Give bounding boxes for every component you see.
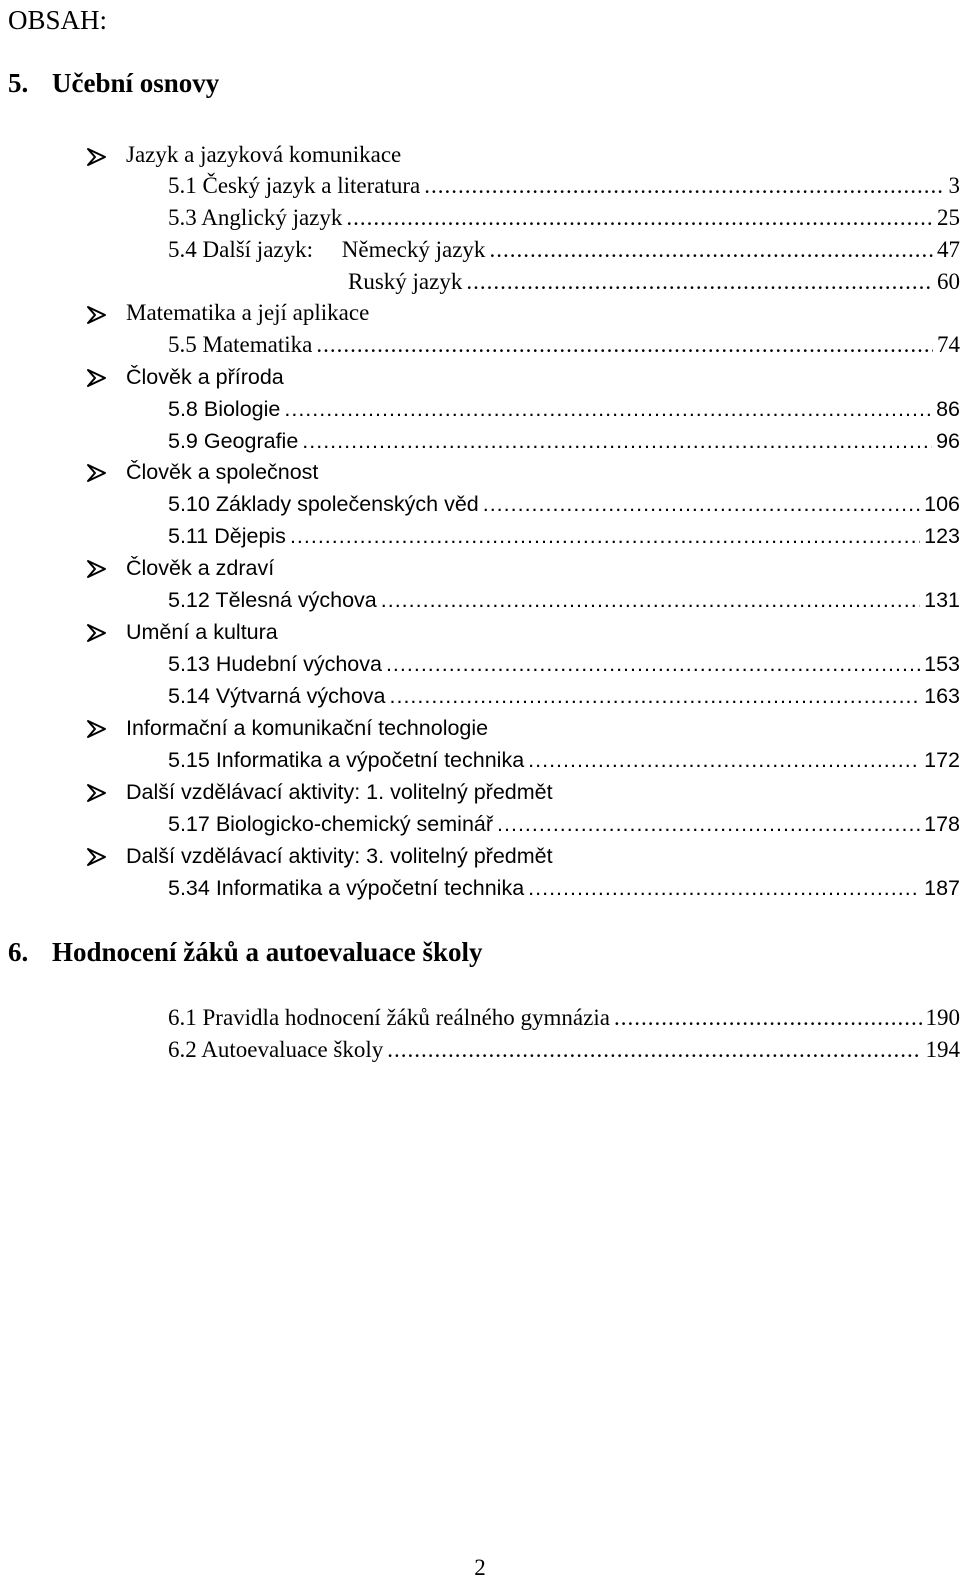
category-label: Umění a kultura xyxy=(126,620,278,644)
toc-entry-page: 172 xyxy=(924,748,960,772)
toc-entry[interactable] xyxy=(168,649,960,679)
category-math xyxy=(86,298,369,328)
category-label: Člověk a zdraví xyxy=(126,556,275,580)
toc-entry-label: 5.13 Hudební výchova xyxy=(168,652,382,676)
page-title: OBSAH: xyxy=(8,5,108,35)
toc-entry-page: 47 xyxy=(937,237,960,262)
toc-entry[interactable] xyxy=(348,267,960,297)
category-label: Matematika a její aplikace xyxy=(126,300,370,325)
arrowhead-bullet-icon xyxy=(86,623,126,643)
section-title: Hodnocení žáků a autoevaluace školy xyxy=(52,937,483,967)
arrowhead-bullet-icon xyxy=(86,368,126,388)
toc-entry-label: 5.5 Matematika xyxy=(168,332,313,357)
toc-entry-page: 106 xyxy=(924,492,960,516)
arrowhead-bullet-icon xyxy=(86,463,126,483)
section-number: 6. xyxy=(8,937,29,967)
dot-leader xyxy=(390,681,921,711)
toc-entry-label: 5.11 Dějepis xyxy=(168,524,286,548)
category-society xyxy=(86,457,318,487)
category-label: Člověk a společnost xyxy=(126,460,319,484)
toc-entry-page: 3 xyxy=(948,173,960,198)
toc-entry[interactable] xyxy=(168,426,960,456)
toc-entry-label: 5.9 Geografie xyxy=(168,429,299,453)
toc-entry[interactable] xyxy=(168,681,960,711)
toc-entry[interactable] xyxy=(168,873,960,903)
toc-entry-label: 6.2 Autoevaluace školy xyxy=(168,1037,384,1062)
category-health xyxy=(86,553,274,583)
toc-entry[interactable] xyxy=(168,1003,960,1033)
category-language xyxy=(86,140,401,170)
toc-entry[interactable] xyxy=(168,745,960,775)
category-nature xyxy=(86,362,284,392)
arrowhead-bullet-icon xyxy=(86,305,126,325)
toc-entry-label: 6.1 Pravidla hodnocení žáků reálného gymnázia xyxy=(168,1005,610,1030)
toc-entry-label: 5.8 Biologie xyxy=(168,397,281,421)
dot-leader xyxy=(381,585,920,615)
toc-entry-page: 25 xyxy=(937,205,960,230)
toc-entry-page: 96 xyxy=(936,429,960,453)
toc-entry-label: 5.1 Český jazyk a literatura xyxy=(168,173,421,198)
toc-entry-label: 5.15 Informatika a výpočetní technika xyxy=(168,748,525,772)
toc-entry-label: 5.12 Tělesná výchova xyxy=(168,588,377,612)
dot-leader xyxy=(386,649,920,679)
toc-entry[interactable] xyxy=(168,585,960,615)
category-ict xyxy=(86,713,488,743)
toc-entry-page: 131 xyxy=(924,588,960,612)
section-number: 5. xyxy=(8,68,29,98)
toc-entry-page: 153 xyxy=(924,652,960,676)
dot-leader xyxy=(466,267,933,297)
toc-entry[interactable] xyxy=(168,521,960,551)
dot-leader xyxy=(528,873,920,903)
dot-leader xyxy=(387,1035,921,1065)
toc-entry-page: 123 xyxy=(924,524,960,548)
dot-leader xyxy=(424,171,944,201)
section-title: Učební osnovy xyxy=(52,68,220,98)
arrowhead-bullet-icon xyxy=(86,719,126,739)
toc-entry[interactable] xyxy=(168,394,960,424)
toc-entry[interactable] xyxy=(168,330,960,360)
toc-entry-page: 187 xyxy=(924,876,960,900)
dot-leader xyxy=(316,330,933,360)
arrowhead-bullet-icon xyxy=(86,147,126,167)
arrowhead-bullet-icon xyxy=(86,783,126,803)
toc-entry-page: 86 xyxy=(936,397,960,421)
dot-leader xyxy=(346,203,933,233)
category-elective-1 xyxy=(86,777,553,807)
category-elective-3 xyxy=(86,841,553,871)
toc-entry-page: 60 xyxy=(937,269,960,294)
toc-entry[interactable] xyxy=(168,235,960,265)
toc-entry-page: 74 xyxy=(937,332,960,357)
category-label: Další vzdělávací aktivity: 3. volitelný předmět xyxy=(126,844,553,868)
dot-leader xyxy=(497,809,920,839)
toc-entry-label: 5.4 Další jazyk: Německý jazyk xyxy=(168,237,486,262)
toc-entry-label: 5.14 Výtvarná výchova xyxy=(168,684,386,708)
dot-leader xyxy=(302,426,932,456)
toc-entry-label: 5.3 Anglický jazyk xyxy=(168,205,343,230)
category-label: Jazyk a jazyková komunikace xyxy=(126,142,402,167)
category-label: Člověk a příroda xyxy=(126,365,284,389)
arrowhead-bullet-icon xyxy=(86,847,126,867)
toc-entry[interactable] xyxy=(168,489,960,519)
dot-leader xyxy=(284,394,932,424)
toc-entry-label: 5.34 Informatika a výpočetní technika xyxy=(168,876,525,900)
toc-entry[interactable] xyxy=(168,1035,960,1065)
section-heading-5 xyxy=(8,63,219,103)
toc-entry-label: Ruský jazyk xyxy=(348,269,463,294)
toc-entry[interactable] xyxy=(168,809,960,839)
dot-leader xyxy=(483,489,920,519)
toc-entry[interactable] xyxy=(168,203,960,233)
category-label: Informační a komunikační technologie xyxy=(126,716,489,740)
toc-entry-page: 190 xyxy=(925,1005,960,1030)
category-label: Další vzdělávací aktivity: 1. volitelný předmět xyxy=(126,780,553,804)
toc-entry-page: 194 xyxy=(925,1037,960,1062)
arrowhead-bullet-icon xyxy=(86,559,126,579)
category-arts xyxy=(86,617,278,647)
toc-entry-label: 5.17 Biologicko-chemický seminář xyxy=(168,812,494,836)
dot-leader xyxy=(528,745,920,775)
toc-entry-page: 163 xyxy=(924,684,960,708)
toc-entry[interactable] xyxy=(168,171,960,201)
page-number: 2 xyxy=(474,1555,486,1580)
toc-entry-label: 5.10 Základy společenských věd xyxy=(168,492,479,516)
dot-leader xyxy=(290,521,920,551)
toc-entry-page: 178 xyxy=(924,812,960,836)
dot-leader xyxy=(614,1003,922,1033)
dot-leader xyxy=(489,235,933,265)
section-heading-6 xyxy=(8,932,483,972)
